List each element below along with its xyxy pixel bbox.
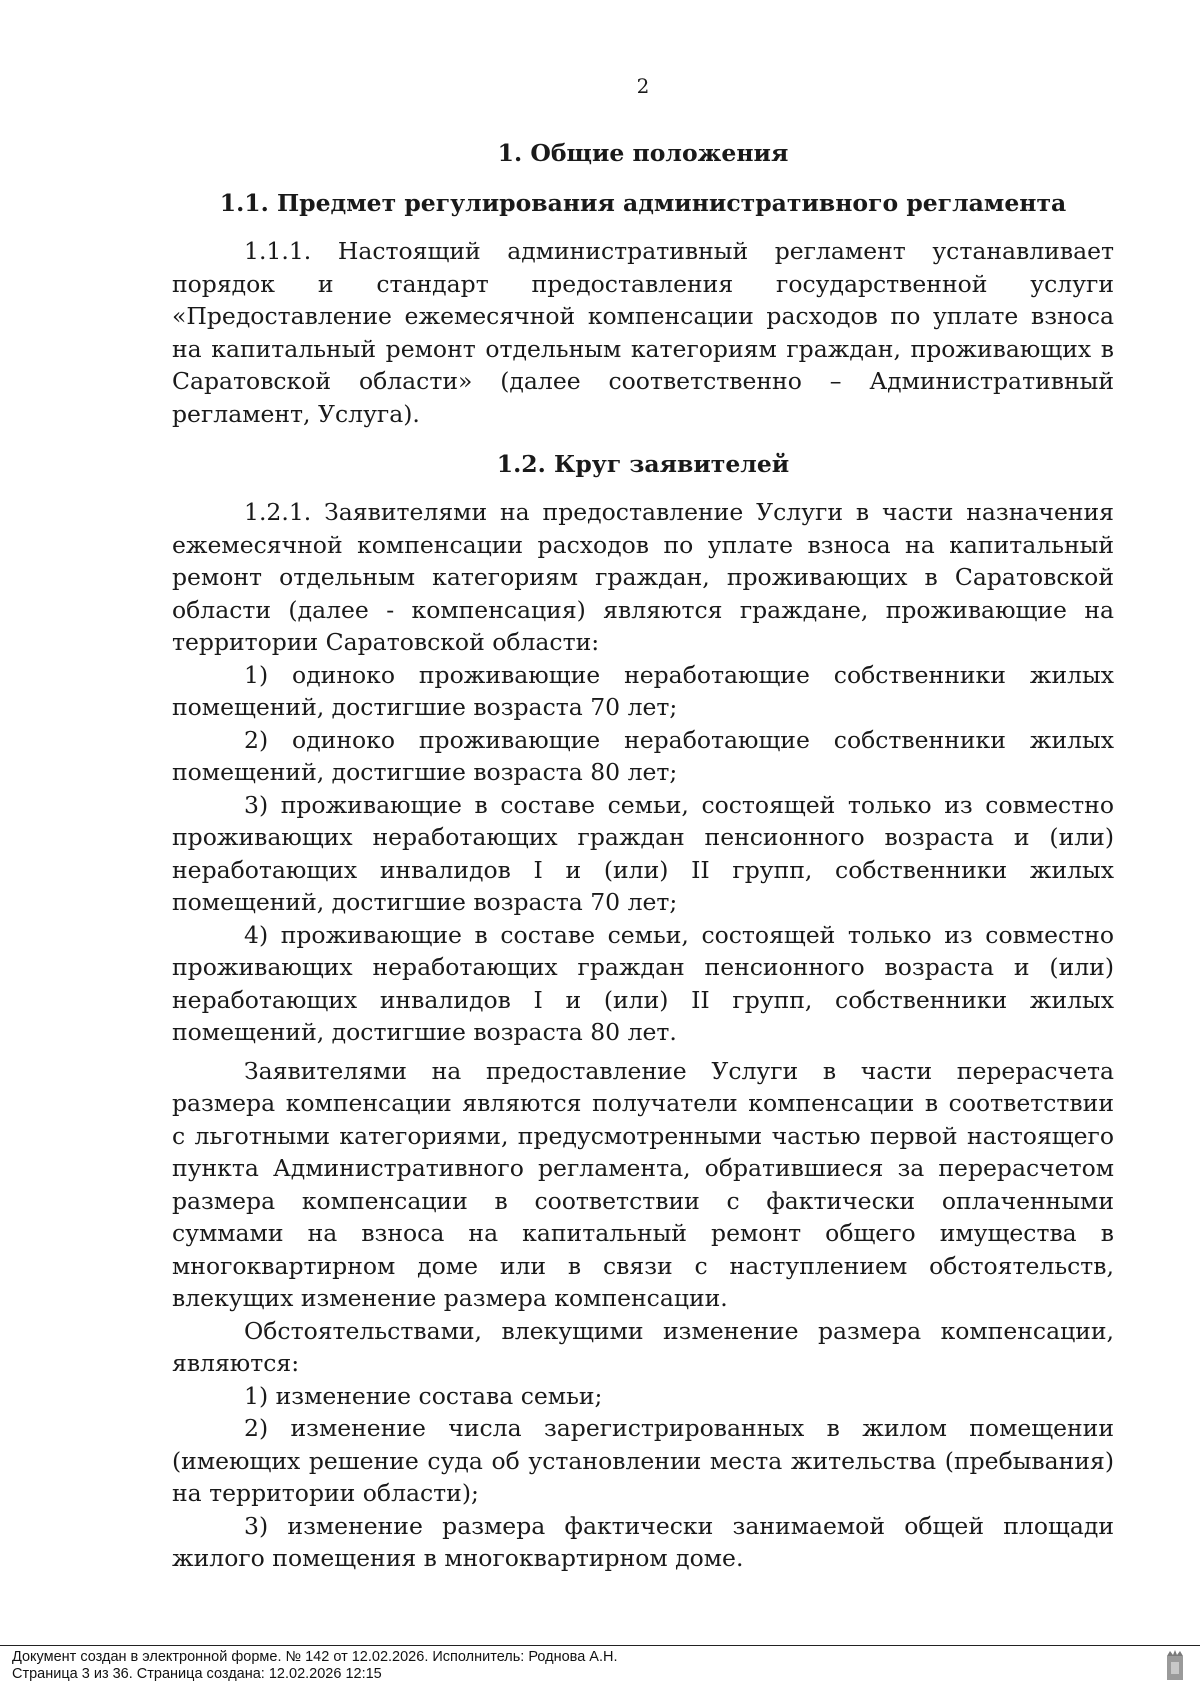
paragraph-1-1-1: 1.1.1. Настоящий административный регламент устанавливает порядок и стандарт предоставления государственной услуги «Предоставление ежемесячной компенсации расходов по уплате взноса на капитальный ремонт отдельным категориям граждан, проживающих в Саратовской области» (далее соответственно – Административный регламент, Услуга). xyxy=(172,237,1114,428)
subsection-title-1-2: 1.2. Круг заявителей xyxy=(496,450,790,478)
footer xyxy=(12,1649,618,1683)
section-title: 1. Общие положения xyxy=(497,139,789,167)
list-item: 4) проживающие в составе семьи, состоящей только из совместно проживающих неработающих граждан пенсионного возраста и (или) неработающих инвалидов I и (или) II групп, собственники жилых помещений, достигшие возраста 80 лет. xyxy=(172,920,1114,1046)
circumstances-intro: Обстоятельствами, влекущими изменение размера компенсации, являются: xyxy=(172,1316,1114,1377)
page-number: 2 xyxy=(636,74,650,98)
circumstance-item: 1) изменение состава семьи; xyxy=(244,1381,603,1410)
list-item: 3) проживающие в составе семьи, состоящей только из совместно проживающих неработающих граждан пенсионного возраста и (или) неработающих инвалидов I и (или) II групп, собственники жилых помещений, достигшие возраста 70 лет; xyxy=(172,790,1114,916)
circumstance-item: 3) изменение размера фактически занимаемой общей площади жилого помещения в многоквартирном доме. xyxy=(172,1511,1114,1572)
coat-of-arms-icon xyxy=(1164,1648,1186,1684)
list-item: 1) одиноко проживающие неработающие собственники жилых помещений, достигшие возраста 70 лет; xyxy=(172,660,1114,721)
subsection-title-1-1: 1.1. Предмет регулирования административного регламента xyxy=(219,189,1067,217)
footer-line-1: Документ создан в электронной форме. № 142 от 12.02.2026. Исполнитель: Роднова А.Н. xyxy=(12,1649,618,1665)
circumstance-item: 2) изменение числа зарегистрированных в жилом помещении (имеющих решение суда об установлении места жительства (пребывания) на территории области); xyxy=(172,1414,1114,1507)
footer-divider xyxy=(0,1645,1200,1646)
paragraph-1-2-1: 1.2.1. Заявителями на предоставление Услуги в части назначения ежемесячной компенсации расходов по уплате взноса на капитальный ремонт отдельным категориям граждан, проживающих в Саратовской области (далее - компенсация) являются граждане, проживающие на территории Саратовской области: xyxy=(172,498,1114,656)
footer-line-2: Страница 3 из 36. Страница создана: 12.02.2026 12:15 xyxy=(12,1666,382,1682)
document-body xyxy=(172,133,1114,1575)
list-item: 2) одиноко проживающие неработающие собственники жилых помещений, достигшие возраста 80 лет; xyxy=(172,725,1114,786)
recalc-paragraph: Заявителями на предоставление Услуги в части перерасчета размера компенсации являются получатели компенсации в соответствии с льготными категориями, предусмотренными частью первой настоящего пункта Административного регламента, обратившиеся за перерасчетом размера компенсации в соответствии с фактически оплаченными суммами на взноса на капитальный ремонт общего имущества в многоквартирном доме или в связи с наступлением обстоятельств, влекущих изменение размера компенсации. xyxy=(172,1056,1114,1312)
